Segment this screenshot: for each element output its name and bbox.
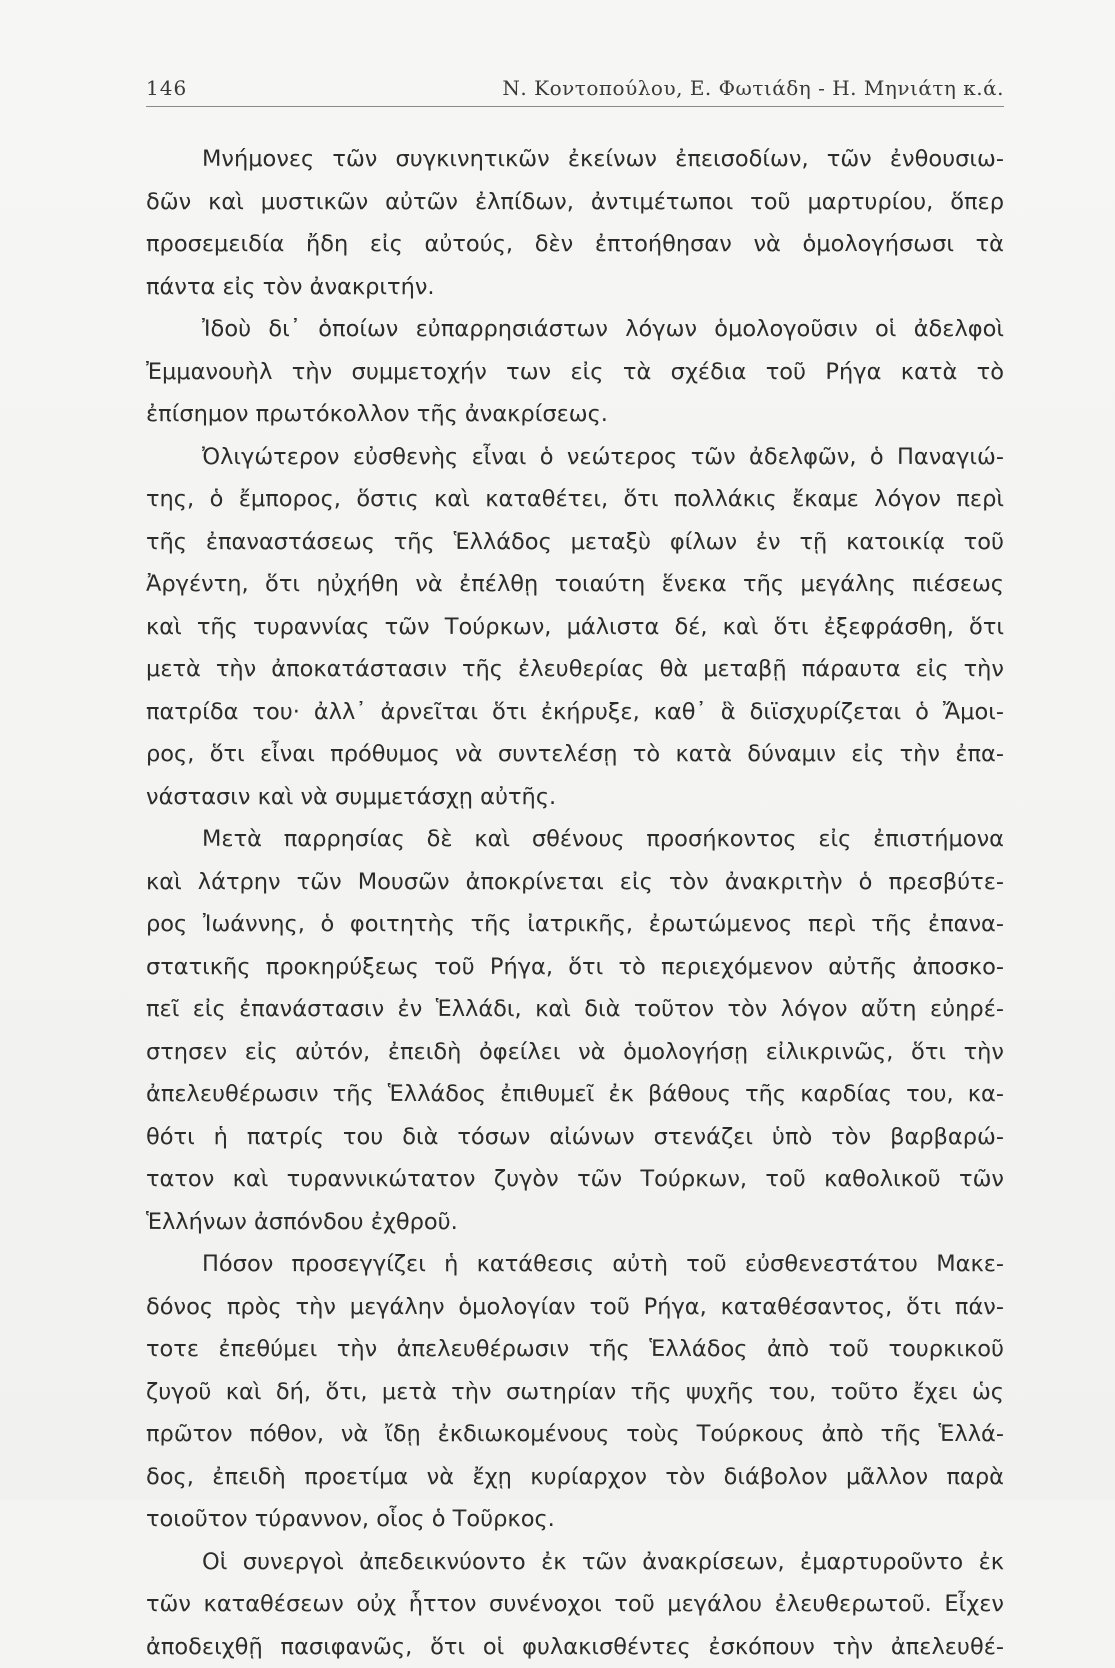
text-line: Οἱ συνεργοὶ ἀπεδεικνύοντο ἐκ τῶν ἀνακρίσεων, ἐμαρτυροῦντο ἐκ [146,1541,1004,1584]
text-line: πεῖ εἰς ἐπανάστασιν ἐν Ἑλλάδι, καὶ διὰ τοῦτον τὸν λόγον αὔτη εὐηρέ- [146,988,1004,1031]
text-line: Ἀργέντη, ὅτι ηὐχήθη νὰ ἐπέλθῃ τοιαύτη ἕνεκα τῆς μεγάλης πιέσεως [146,563,1004,606]
text-line: προσεμειδία ἤδη εἰς αὐτούς, δὲν ἐπτοήθησαν νὰ ὁμολογήσωσι τὰ [146,223,1004,266]
page-number: 146 [146,76,187,100]
text-line: τῶν καταθέσεων οὐχ ἧττον συνένοχοι τοῦ μεγάλου ἐλευθερωτοῦ. Εἶχεν [146,1583,1004,1626]
text-line: καὶ λάτρην τῶν Μουσῶν ἀποκρίνεται εἰς τὸν ἀνακριτὴν ὁ πρεσβύτε- [146,861,1004,904]
text-line: δόνος πρὸς τὴν μεγάλην ὁμολογίαν τοῦ Ρήγα, καταθέσαντος, ὅτι πάν- [146,1286,1004,1329]
body-text [146,138,1004,1668]
text-line: Ἑλλήνων ἀσπόνδου ἐχθροῦ. [146,1201,1004,1244]
text-line: τατον καὶ τυραννικώτατον ζυγὸν τῶν Τούρκων, τοῦ καθολικοῦ τῶν [146,1158,1004,1201]
running-header [146,70,1004,104]
text-line: δῶν καὶ μυστικῶν αὐτῶν ἐλπίδων, ἀντιμέτωποι τοῦ μαρτυρίου, ὅπερ [146,181,1004,224]
text-line: της, ὁ ἔμπορος, ὅστις καὶ καταθέτει, ὅτι πολλάκις ἔκαμε λόγον περὶ [146,478,1004,521]
text-line: τοιοῦτον τύραννον, οἷος ὁ Τοῦρκος. [146,1498,1004,1541]
text-line: Πόσον προσεγγίζει ἡ κατάθεσις αὐτὴ τοῦ εὐσθενεστάτου Μακε- [146,1243,1004,1286]
text-line: ἀποδειχθῇ πασιφανῶς, ὅτι οἱ φυλακισθέντες ἐσκόπουν τὴν ἀπελευθέ- [146,1626,1004,1668]
text-line: μετὰ τὴν ἀποκατάστασιν τῆς ἐλευθερίας θὰ μεταβῇ πάραυτα εἰς τὴν [146,648,1004,691]
text-line: νάστασιν καὶ νὰ συμμετάσχῃ αὐτῆς. [146,776,1004,819]
text-line: στησεν εἰς αὐτόν, ἐπειδὴ ὀφείλει νὰ ὁμολογήσῃ εἰλικρινῶς, ὅτι τὴν [146,1031,1004,1074]
text-line: ρος, ὅτι εἶναι πρόθυμος νὰ συντελέσῃ τὸ κατὰ δύναμιν εἰς τὴν ἐπα- [146,733,1004,776]
header-divider [146,106,1004,107]
text-line: καὶ τῆς τυραννίας τῶν Τούρκων, μάλιστα δέ, καὶ ὅτι ἐξεφράσθη, ὅτι [146,606,1004,649]
text-line: Μετὰ παρρησίας δὲ καὶ σθένους προσήκοντος εἰς ἐπιστήμονα [146,818,1004,861]
text-line: στατικῆς προκηρύξεως τοῦ Ρήγα, ὅτι τὸ περιεχόμενον αὐτῆς ἀποσκο- [146,946,1004,989]
text-line: Ἐμμανουὴλ τὴν συμμετοχήν των εἰς τὰ σχέδια τοῦ Ρήγα κατὰ τὸ [146,351,1004,394]
text-line: ἐπίσημον πρωτόκολλον τῆς ἀνακρίσεως. [146,393,1004,436]
text-line: πρῶτον πόθον, νὰ ἴδῃ ἐκδιωκομένους τοὺς Τούρκους ἀπὸ τῆς Ἑλλά- [146,1413,1004,1456]
text-line: Μνήμονες τῶν συγκινητικῶν ἐκείνων ἐπεισοδίων, τῶν ἐνθουσιω- [146,138,1004,181]
text-line: τοτε ἐπεθύμει τὴν ἀπελευθέρωσιν τῆς Ἑλλάδος ἀπὸ τοῦ τουρκικοῦ [146,1328,1004,1371]
text-line: θότι ἡ πατρίς του διὰ τόσων αἰώνων στενάζει ὑπὸ τὸν βαρβαρώ- [146,1116,1004,1159]
running-header-authors: Ν. Κοντοπούλου, Ε. Φωτιάδη - Η. Μηνιάτη κ.ά. [502,76,1004,100]
text-line: ρος Ἰωάννης, ὁ φοιτητὴς τῆς ἰατρικῆς, ἐρωτώμενος περὶ τῆς ἐπανα- [146,903,1004,946]
text-line: πάντα εἰς τὸν ἀνακριτήν. [146,266,1004,309]
text-line: τῆς ἐπαναστάσεως τῆς Ἑλλάδος μεταξὺ φίλων ἐν τῇ κατοικίᾳ τοῦ [146,521,1004,564]
text-line: Ἰδοὺ δι᾽ ὁποίων εὐπαρρησιάστων λόγων ὁμολογοῦσιν οἱ ἀδελφοὶ [146,308,1004,351]
text-line: πατρίδα του· ἀλλ᾽ ἀρνεῖται ὅτι ἐκήρυξε, καθ᾽ ἃ διϊσχυρίζεται ὁ Ἄμοι- [146,691,1004,734]
text-line: Ὀλιγώτερον εὐσθενὴς εἶναι ὁ νεώτερος τῶν ἀδελφῶν, ὁ Παναγιώ- [146,436,1004,479]
text-line: ζυγοῦ καὶ δή, ὅτι, μετὰ τὴν σωτηρίαν τῆς ψυχῆς του, τοῦτο ἔχει ὡς [146,1371,1004,1414]
text-line: δος, ἐπειδὴ προετίμα νὰ ἔχῃ κυρίαρχον τὸν διάβολον μᾶλλον παρὰ [146,1456,1004,1499]
text-line: ἀπελευθέρωσιν τῆς Ἑλλάδος ἐπιθυμεῖ ἐκ βάθους τῆς καρδίας του, κα- [146,1073,1004,1116]
